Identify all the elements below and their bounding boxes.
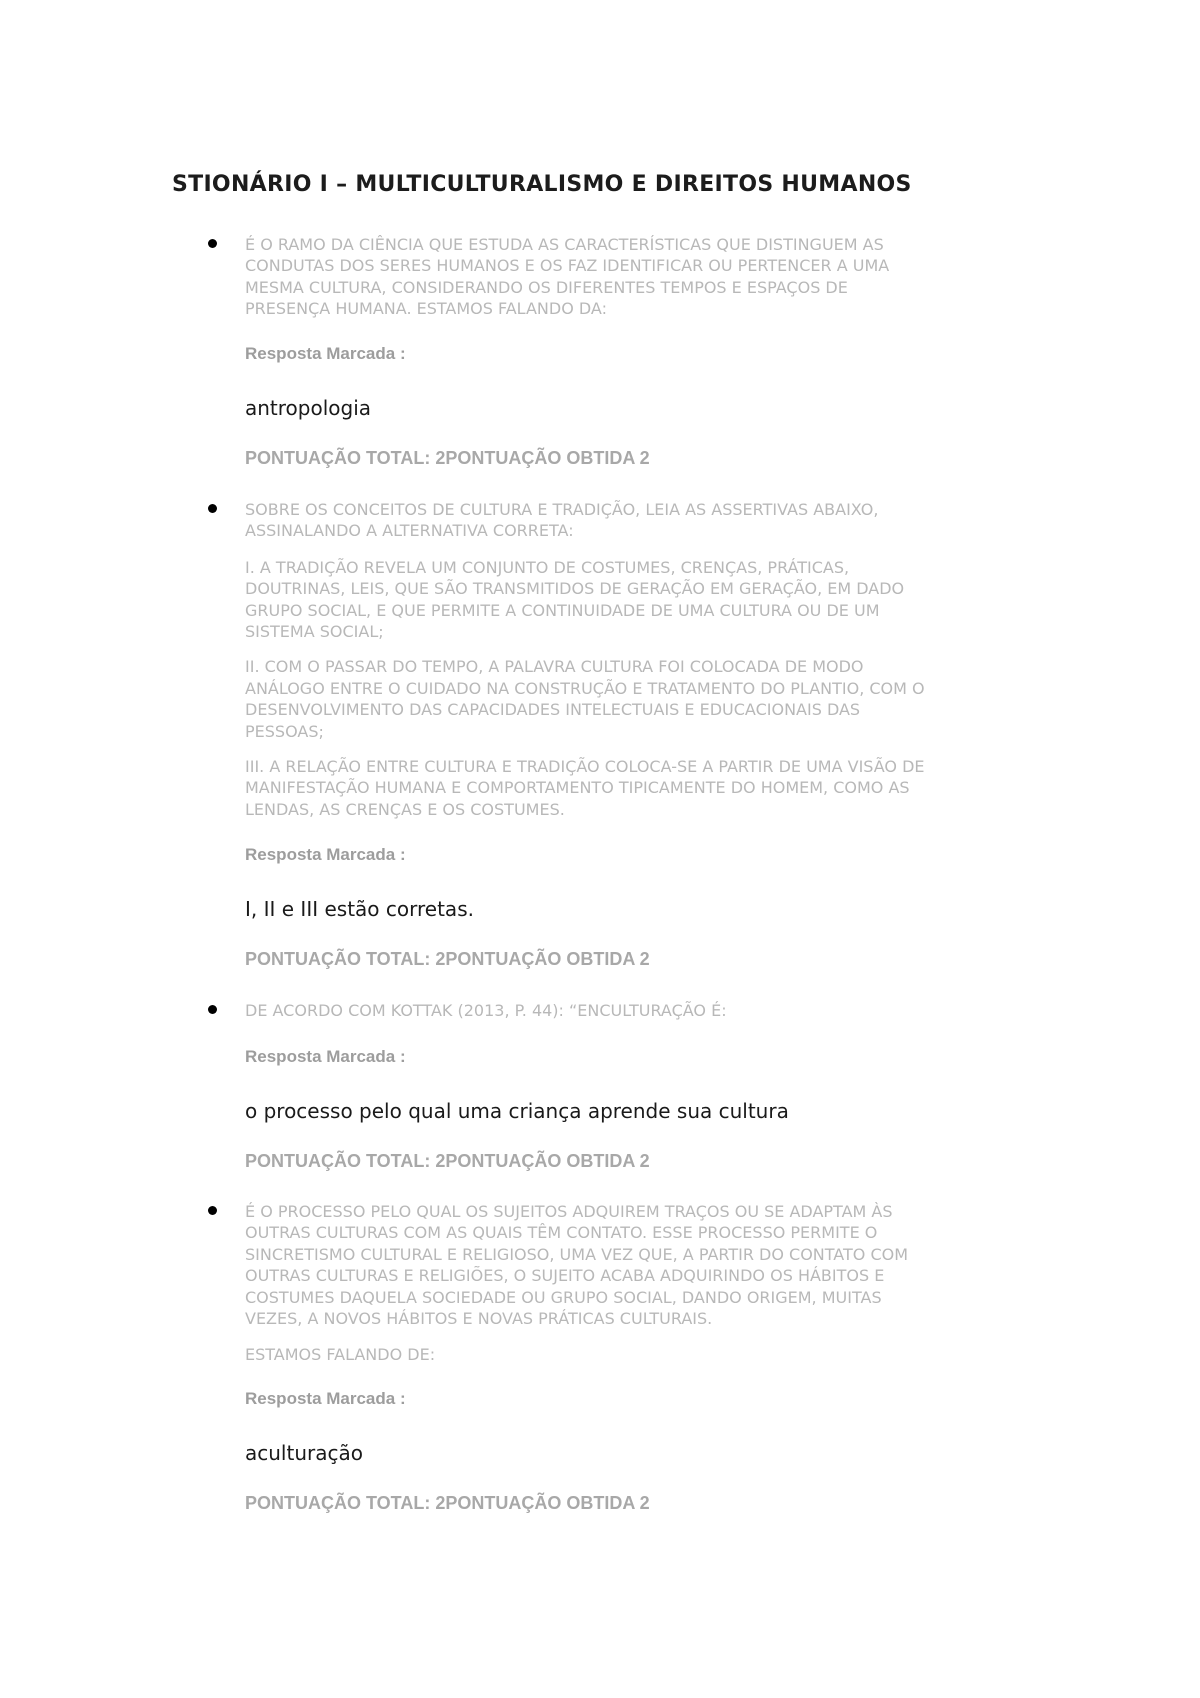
response-label: Resposta Marcada : xyxy=(245,1047,406,1066)
score-summary: PONTUAÇÃO TOTAL: 2PONTUAÇÃO OBTIDA 2 xyxy=(245,448,650,468)
marked-answer: antropologia xyxy=(245,396,372,420)
score-summary: PONTUAÇÃO TOTAL: 2PONTUAÇÃO OBTIDA 2 xyxy=(245,1493,650,1513)
question-text: SOBRE OS CONCEITOS DE CULTURA E TRADIÇÃO, LEIA AS ASSERTIVAS ABAIXO, ASSINALANDO A ALTERNATIVA CORRETA: xyxy=(245,500,879,541)
bullet-icon xyxy=(208,1005,217,1014)
page-title: STIONÁRIO I – MULTICULTURALISMO E DIREITOS HUMANOS xyxy=(172,172,912,197)
response-label: Resposta Marcada : xyxy=(245,1389,406,1408)
marked-answer: aculturação xyxy=(245,1441,363,1465)
assertion-1: I. A TRADIÇÃO REVELA UM CONJUNTO DE COSTUMES, CRENÇAS, PRÁTICAS, DOUTRINAS, LEIS, QUE SÃO TRANSMITIDOS DE GERAÇÃO EM GERAÇÃO, EM DADO GRUPO SOCIAL, E QUE PERMITE A CONTINUIDADE DE UMA CULTURA OU DE UM SISTEMA SOCIAL; xyxy=(245,557,905,642)
question-text: É O PROCESSO PELO QUAL OS SUJEITOS ADQUIREM TRAÇOS OU SE ADAPTAM ÀS OUTRAS CULTURAS COM AS QUAIS TÊM CONTATO. ESSE PROCESSO PERMITE O SINCRETISMO CULTURAL E RELIGIOSO, UMA VEZ QUE, A PARTIR DO CONTATO COM OUTRAS CULTURAS E RELIGIÕES, O SUJEITO ACABA ADQUIRINDO OS HÁBITOS E COSTUMES DAQUELA SOCIEDADE OU GRUPO SOCIAL, DANDO ORIGEM, MUITAS VEZES, A NOVOS HÁBITOS E NOVAS PRÁTICAS CULTURAIS. xyxy=(245,1202,909,1329)
question-body xyxy=(245,234,1025,468)
score-summary: PONTUAÇÃO TOTAL: 2PONTUAÇÃO OBTIDA 2 xyxy=(245,949,650,969)
question-text: DE ACORDO COM KOTTAK (2013, P. 44): “ENCULTURAÇÃO É: xyxy=(245,1001,727,1020)
bullet-icon xyxy=(208,1206,217,1215)
marked-answer: o processo pelo qual uma criança aprende sua cultura xyxy=(245,1099,789,1123)
question-body xyxy=(245,1201,1025,1513)
question-prompt: ESTAMOS FALANDO DE: xyxy=(245,1345,436,1365)
question-body xyxy=(245,1000,1025,1171)
assertion-2: II. COM O PASSAR DO TEMPO, A PALAVRA CULTURA FOI COLOCADA DE MODO ANÁLOGO ENTRE O CUIDADO NA CONSTRUÇÃO E TRATAMENTO DO PLANTIO, COM O DESENVOLVIMENTO DAS CAPACIDADES INTELECTUAIS E EDUCACIONAIS DAS PESSOAS; xyxy=(245,657,925,741)
marked-answer: I, II e III estão corretas. xyxy=(245,897,474,921)
bullet-icon xyxy=(208,239,217,248)
bullet-icon xyxy=(208,504,217,513)
question-body xyxy=(245,499,1025,969)
response-label: Resposta Marcada : xyxy=(245,344,406,363)
assertion-3: III. A RELAÇÃO ENTRE CULTURA E TRADIÇÃO COLOCA-SE A PARTIR DE UMA VISÃO DE MANIFESTAÇÃO HUMANA E COMPORTAMENTO TIPICAMENTE DO HOMEM, COMO AS LENDAS, AS CRENÇAS E OS COSTUMES. xyxy=(245,757,925,819)
score-summary: PONTUAÇÃO TOTAL: 2PONTUAÇÃO OBTIDA 2 xyxy=(245,1151,650,1171)
response-label: Resposta Marcada : xyxy=(245,845,406,864)
question-text: É O RAMO DA CIÊNCIA QUE ESTUDA AS CARACTERÍSTICAS QUE DISTINGUEM AS CONDUTAS DOS SERES HUMANOS E OS FAZ IDENTIFICAR OU PERTENCER A UMA MESMA CULTURA, CONSIDERANDO OS DIFERENTES TEMPOS E ESPAÇOS DE PRESENÇA HUMANA. ESTAMOS FALANDO DA: xyxy=(245,235,890,319)
